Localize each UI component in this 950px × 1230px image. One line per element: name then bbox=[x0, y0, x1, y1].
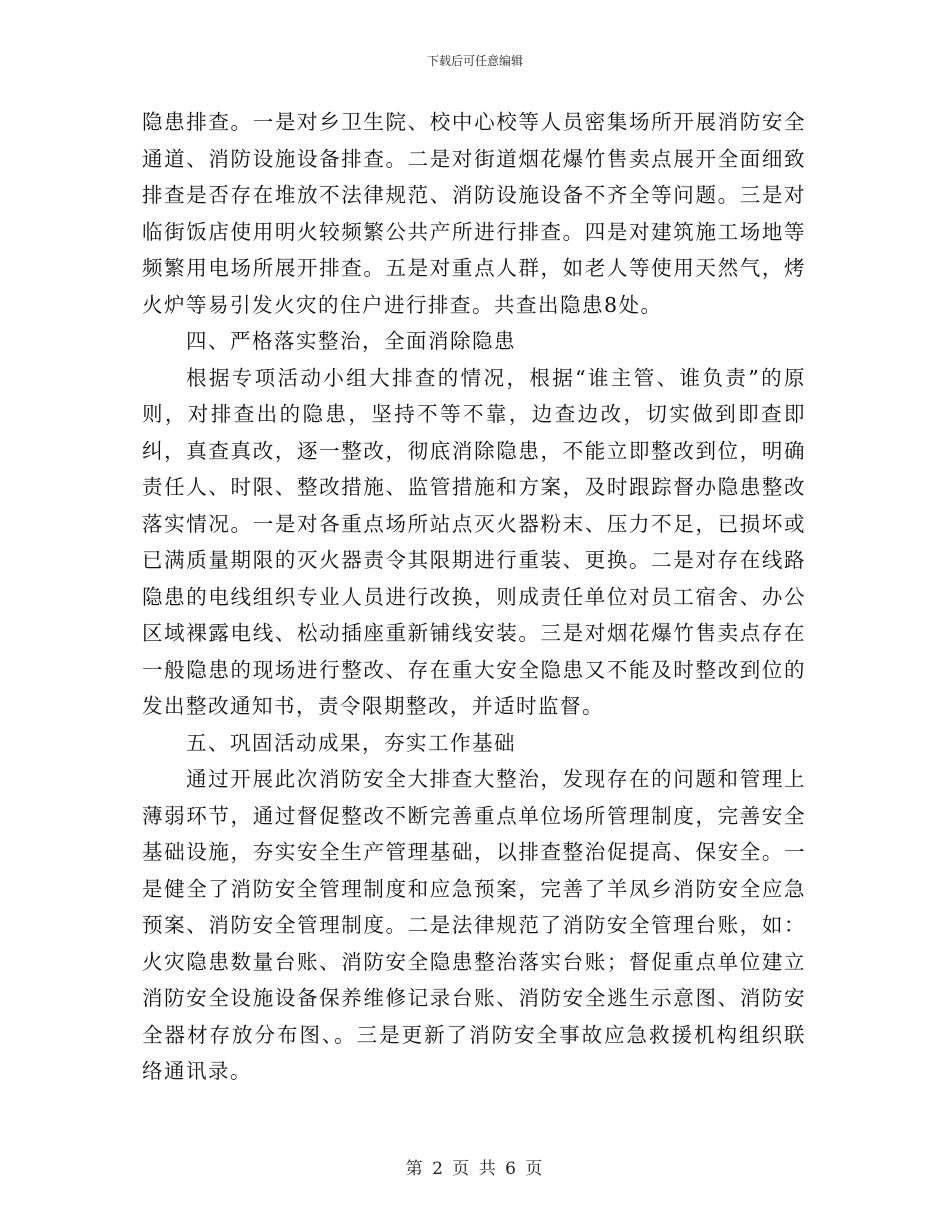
page-number-footer: 第 2 页 共 6 页 bbox=[405, 1159, 545, 1179]
section-heading-rectification: 四、严格落实整治，全面消除隐患 bbox=[186, 329, 516, 353]
paragraph-hazard-inspection: 隐患排查。一是对乡卫生院、校中心校等人员密集场所开展消防安全通道、消防设施设备排查。二是对街道烟花爆竹售卖点展开全面细致排查是否存在堆放不法律规范、消防设施设备不齐全等问题。三是对临街饭店使用明火较频繁公共产所进行排查。四是对建筑施工场地等频繁用电场所展开排查。五是对重点人群，如老人等使用天然气，烤火炉等易引发火灾的住户进行排查。共查出隐患8处。 bbox=[142, 110, 806, 317]
paragraph-rectification: 根据专项活动小组大排查的情况，根据“谁主管、谁负责”的原则，对排查出的隐患，坚持不等不靠，边查边改，切实做到即查即纠，真查真改，逐一整改，彻底消除隐患，不能立即整改到位，明确责任人、时限、整改措施、监管措施和方案，及时跟踪督办隐患整改落实情况。一是对各重点场所站点灭火器粉末、压力不足，已损坏或已满质量期限的灭火器责令其限期进行重装、更换。二是对存在线路隐患的电线组织专业人员进行改换，则成责任单位对员工宿舍、办公区域裸露电线、松动插座重新铺线安装。三是对烟花爆竹售卖点存在一般隐患的现场进行整改、存在重大安全隐患又不能及时整改到位的发出整改通知书，责令限期整改，并适时监督。 bbox=[142, 365, 806, 718]
section-heading-consolidation: 五、巩固活动成果，夯实工作基础 bbox=[186, 730, 516, 755]
document-body bbox=[142, 104, 806, 1090]
page-header-note: 下载后可任意编辑 bbox=[426, 54, 523, 68]
paragraph-consolidation: 通过开展此次消防安全大排查大整治，发现存在的问题和管理上薄弱环节，通过督促整改不断完善重点单位场所管理制度，完善安全基础设施，夯实安全生产管理基础，以排查整治促提高、保安全。一是健全了消防安全管理制度和应急预案，完善了羊凤乡消防安全应急预案、消防安全管理制度。二是法律规范了消防安全管理台账，如：火灾隐患数量台账、消防安全隐患整治落实台账；督促重点单位建立消防安全设施设备保养维修记录台账、消防安全逃生示意图、消防安全器材存放分布图、。三是更新了消防安全事故应急救援机构组织联络通讯录。 bbox=[142, 767, 806, 1083]
